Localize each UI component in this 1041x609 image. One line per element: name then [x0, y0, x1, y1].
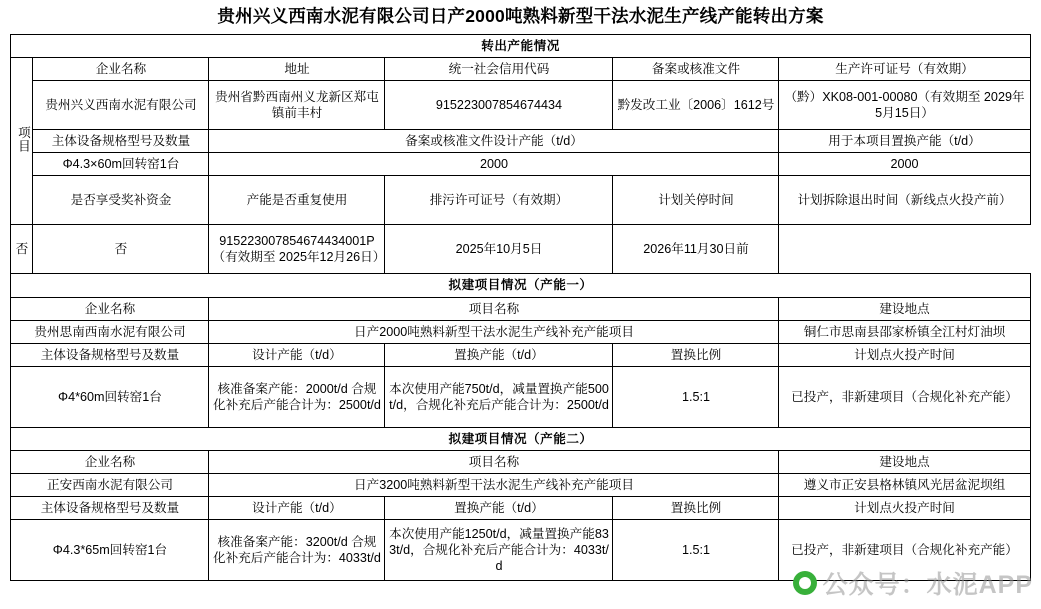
- header-p1-design-capacity: 设计产能（t/d）: [209, 343, 385, 366]
- header-p2-ignition-time: 计划点火投产时间: [779, 497, 1030, 520]
- table-row: [11, 520, 1030, 581]
- cell-production-license: （黔）XK08-001-00080（有效期至 2029年5月15日）: [779, 81, 1030, 130]
- cell-company-name: 贵州兴义西南水泥有限公司: [33, 81, 209, 130]
- header-equipment-spec: 主体设备规格型号及数量: [33, 130, 209, 153]
- cell-discharge-permit: 915223007854674434001P（有效期至 2025年12月26日）: [209, 225, 385, 274]
- table-row: [11, 130, 1030, 153]
- cell-p1-location: 铜仁市思南县邵家桥镇全江村灯油坝: [779, 320, 1030, 343]
- table-row: [11, 427, 1030, 450]
- cell-subsidy: 否: [11, 225, 33, 274]
- header-production-license: 生产许可证号（有效期）: [779, 58, 1030, 81]
- header-p1-ratio: 置换比例: [613, 343, 779, 366]
- header-p1-ignition-time: 计划点火投产时间: [779, 343, 1030, 366]
- cell-p2-ratio: 1.5:1: [613, 520, 779, 581]
- header-p2-company: 企业名称: [11, 450, 209, 473]
- table-row: [11, 153, 1030, 176]
- header-discharge-permit: 排污许可证号（有效期）: [385, 176, 613, 225]
- header-p1-location: 建设地点: [779, 297, 1030, 320]
- header-replacement-capacity: 用于本项目置换产能（t/d）: [779, 130, 1030, 153]
- cell-shutdown-time: 2025年10月5日: [385, 225, 613, 274]
- cell-capacity-reuse: 否: [33, 225, 209, 274]
- header-p1-replacement-capacity: 置换产能（t/d）: [385, 343, 613, 366]
- cell-dismantle-time: 2026年11月30日前: [613, 225, 779, 274]
- cell-p2-project: 日产3200吨熟料新型干法水泥生产线补充产能项目: [209, 474, 779, 497]
- cell-design-capacity: 2000: [209, 153, 779, 176]
- header-p2-ratio: 置换比例: [613, 497, 779, 520]
- table-row: [11, 320, 1030, 343]
- table-row: [11, 343, 1030, 366]
- cell-address: 贵州省黔西南州义龙新区郑屯镇前丰村: [209, 81, 385, 130]
- table-row: [11, 35, 1030, 58]
- table-row: [11, 474, 1030, 497]
- cell-p2-ignition-time: 已投产，非新建项目（合规化补充产能）: [779, 520, 1030, 581]
- header-p1-project: 项目名称: [209, 297, 779, 320]
- header-p2-design-capacity: 设计产能（t/d）: [209, 497, 385, 520]
- table-row: [11, 176, 1030, 225]
- cell-p1-ratio: 1.5:1: [613, 366, 779, 427]
- cell-p2-location: 遵义市正安县格林镇风光居盆泥坝组: [779, 474, 1030, 497]
- cell-p1-ignition-time: 已投产，非新建项目（合规化补充产能）: [779, 366, 1030, 427]
- header-capacity-reuse: 产能是否重复使用: [209, 176, 385, 225]
- header-dismantle-time: 计划拆除退出时间（新线点火投产前）: [779, 176, 1030, 225]
- table-row: [11, 450, 1030, 473]
- cell-p1-project: 日产2000吨熟料新型干法水泥生产线补充产能项目: [209, 320, 779, 343]
- table-row: [11, 274, 1030, 297]
- header-p2-equipment: 主体设备规格型号及数量: [11, 497, 209, 520]
- table-row: [11, 81, 1030, 130]
- header-p2-project: 项目名称: [209, 450, 779, 473]
- capacity-transfer-table: [10, 34, 1030, 581]
- cell-replacement-capacity: 2000: [779, 153, 1030, 176]
- cell-credit-code: 915223007854674434: [385, 81, 613, 130]
- cell-p2-company: 正安西南水泥有限公司: [11, 474, 209, 497]
- header-address: 地址: [209, 58, 385, 81]
- section-header-planned-one: 拟建项目情况（产能一）: [11, 274, 1030, 297]
- cell-equipment-spec: Φ4.3×60m回转窑1台: [33, 153, 209, 176]
- cell-filing-doc: 黔发改工业〔2006〕1612号: [613, 81, 779, 130]
- cell-p1-replacement-capacity: 本次使用产能750t/d，减量置换产能500t/d，合规化补充后产能合计为：2500t/d: [385, 366, 613, 427]
- table-row: [11, 497, 1030, 520]
- header-p2-replacement-capacity: 置换产能（t/d）: [385, 497, 613, 520]
- cell-p1-design-capacity: 核准备案产能：2000t/d 合规化补充后产能合计为：2500t/d: [209, 366, 385, 427]
- header-filing-doc: 备案或核准文件: [613, 58, 779, 81]
- cell-p1-company: 贵州思南西南水泥有限公司: [11, 320, 209, 343]
- row-label-project-text: 项目: [15, 125, 30, 153]
- cell-p2-replacement-capacity: 本次使用产能1250t/d，减量置换产能833t/d，合规化补充后产能合计为：4033t/d: [385, 520, 613, 581]
- cell-p2-equipment: Φ4.3*65m回转窑1台: [11, 520, 209, 581]
- header-p2-location: 建设地点: [779, 450, 1030, 473]
- header-shutdown-time: 计划关停时间: [613, 176, 779, 225]
- header-p1-company: 企业名称: [11, 297, 209, 320]
- header-design-capacity: 备案或核准文件设计产能（t/d）: [209, 130, 779, 153]
- row-label-project: [11, 58, 33, 225]
- section-header-transfer-out: 转出产能情况: [11, 35, 1030, 58]
- header-p1-equipment: 主体设备规格型号及数量: [11, 343, 209, 366]
- table-row: [11, 366, 1030, 427]
- cell-p1-equipment: Φ4*60m回转窑1台: [11, 366, 209, 427]
- cell-p2-design-capacity: 核准备案产能：3200t/d 合规化补充后产能合计为：4033t/d: [209, 520, 385, 581]
- table-row: [11, 297, 1030, 320]
- header-subsidy: 是否享受奖补资金: [33, 176, 209, 225]
- header-credit-code: 统一社会信用代码: [385, 58, 613, 81]
- table-row: [11, 225, 1030, 274]
- section-header-planned-two: 拟建项目情况（产能二）: [11, 427, 1030, 450]
- header-company-name: 企业名称: [33, 58, 209, 81]
- table-row: [11, 58, 1030, 81]
- page-title: 贵州兴义西南水泥有限公司日产2000吨熟料新型干法水泥生产线产能转出方案: [217, 6, 824, 26]
- watermark-text: 公众号：水泥APP: [822, 571, 1033, 599]
